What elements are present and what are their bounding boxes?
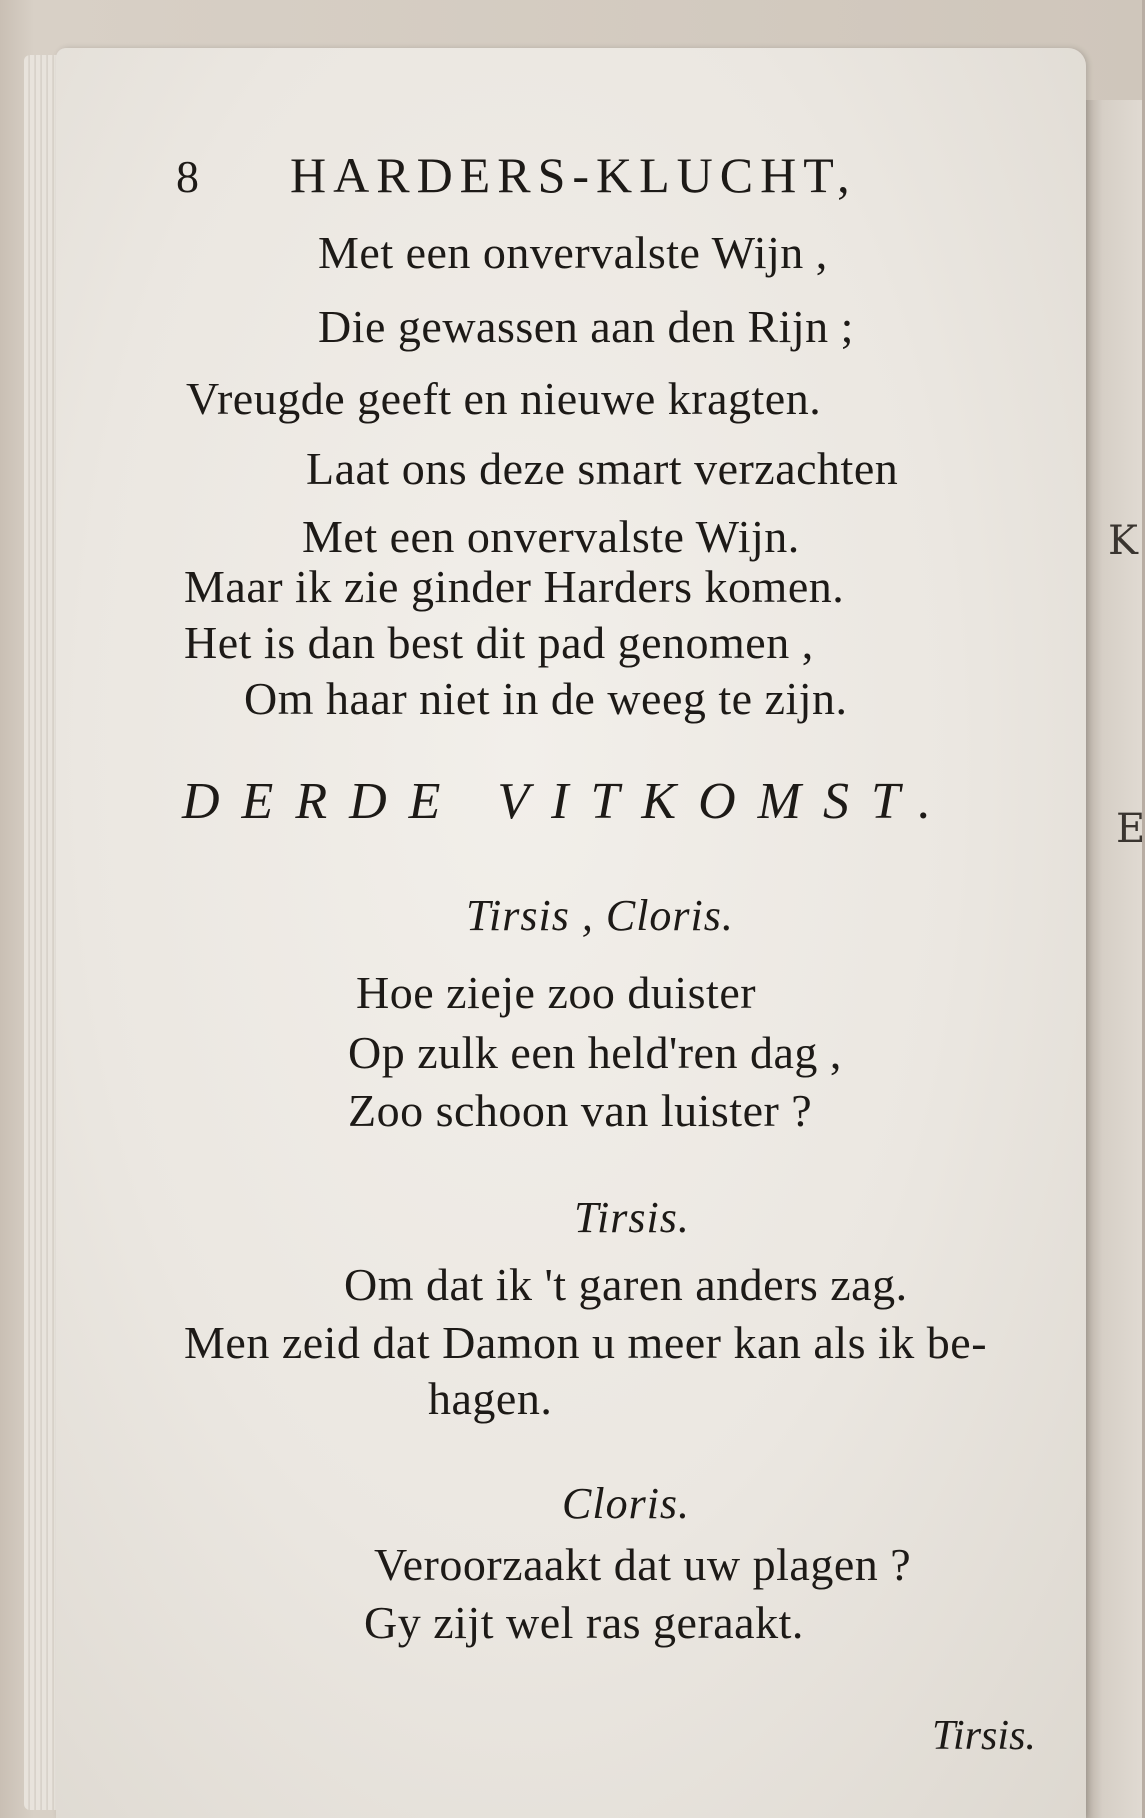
verse-line: Gy zijt wel ras geraakt. xyxy=(364,1597,804,1648)
speaker-heading: Tirsis , Cloris. xyxy=(466,891,734,940)
adjacent-page-letter: K xyxy=(1108,518,1138,564)
page-number: 8 xyxy=(176,151,199,202)
verse-line: Laat ons deze smart verzachten xyxy=(306,443,899,494)
verse-line: Met een onvervalste Wijn. xyxy=(302,511,800,562)
verse-line: Zoo schoon van luister ? xyxy=(348,1085,813,1136)
verse-line: Veroorzaakt dat uw plagen ? xyxy=(374,1539,912,1590)
section-title: DERDE VITKOMST. xyxy=(182,773,954,830)
verse-line: Men zeid dat Damon u meer kan als ik be- xyxy=(184,1317,988,1368)
verse-line: hagen. xyxy=(428,1373,553,1424)
verse-line: Met een onvervalste Wijn , xyxy=(318,227,828,278)
running-head: HARDERS-KLUCHT, xyxy=(290,147,857,203)
speaker-heading: Cloris. xyxy=(562,1479,691,1528)
speaker-heading: Tirsis. xyxy=(574,1193,690,1242)
catchword: Tirsis. xyxy=(932,1713,1036,1759)
verse-line: Die gewassen aan den Rijn ; xyxy=(318,301,854,352)
verse-line: Vreugde geeft en nieuwe kragten. xyxy=(186,373,822,424)
verse-line: Het is dan best dit pad genomen , xyxy=(184,617,814,668)
verse-line: Hoe ziejе zoo duister xyxy=(356,967,757,1018)
adjacent-page-letter: E xyxy=(1116,806,1145,852)
verse-line: Maar ik zie ginder Harders komen. xyxy=(184,561,845,612)
verse-line: Om haar niet in de weeg te zijn. xyxy=(244,673,848,724)
adjacent-page xyxy=(1086,100,1145,1818)
verse-line: Om dat ik 't garen anders zag. xyxy=(344,1259,908,1310)
verse-line: Op zulk een held'ren dag , xyxy=(348,1027,842,1078)
